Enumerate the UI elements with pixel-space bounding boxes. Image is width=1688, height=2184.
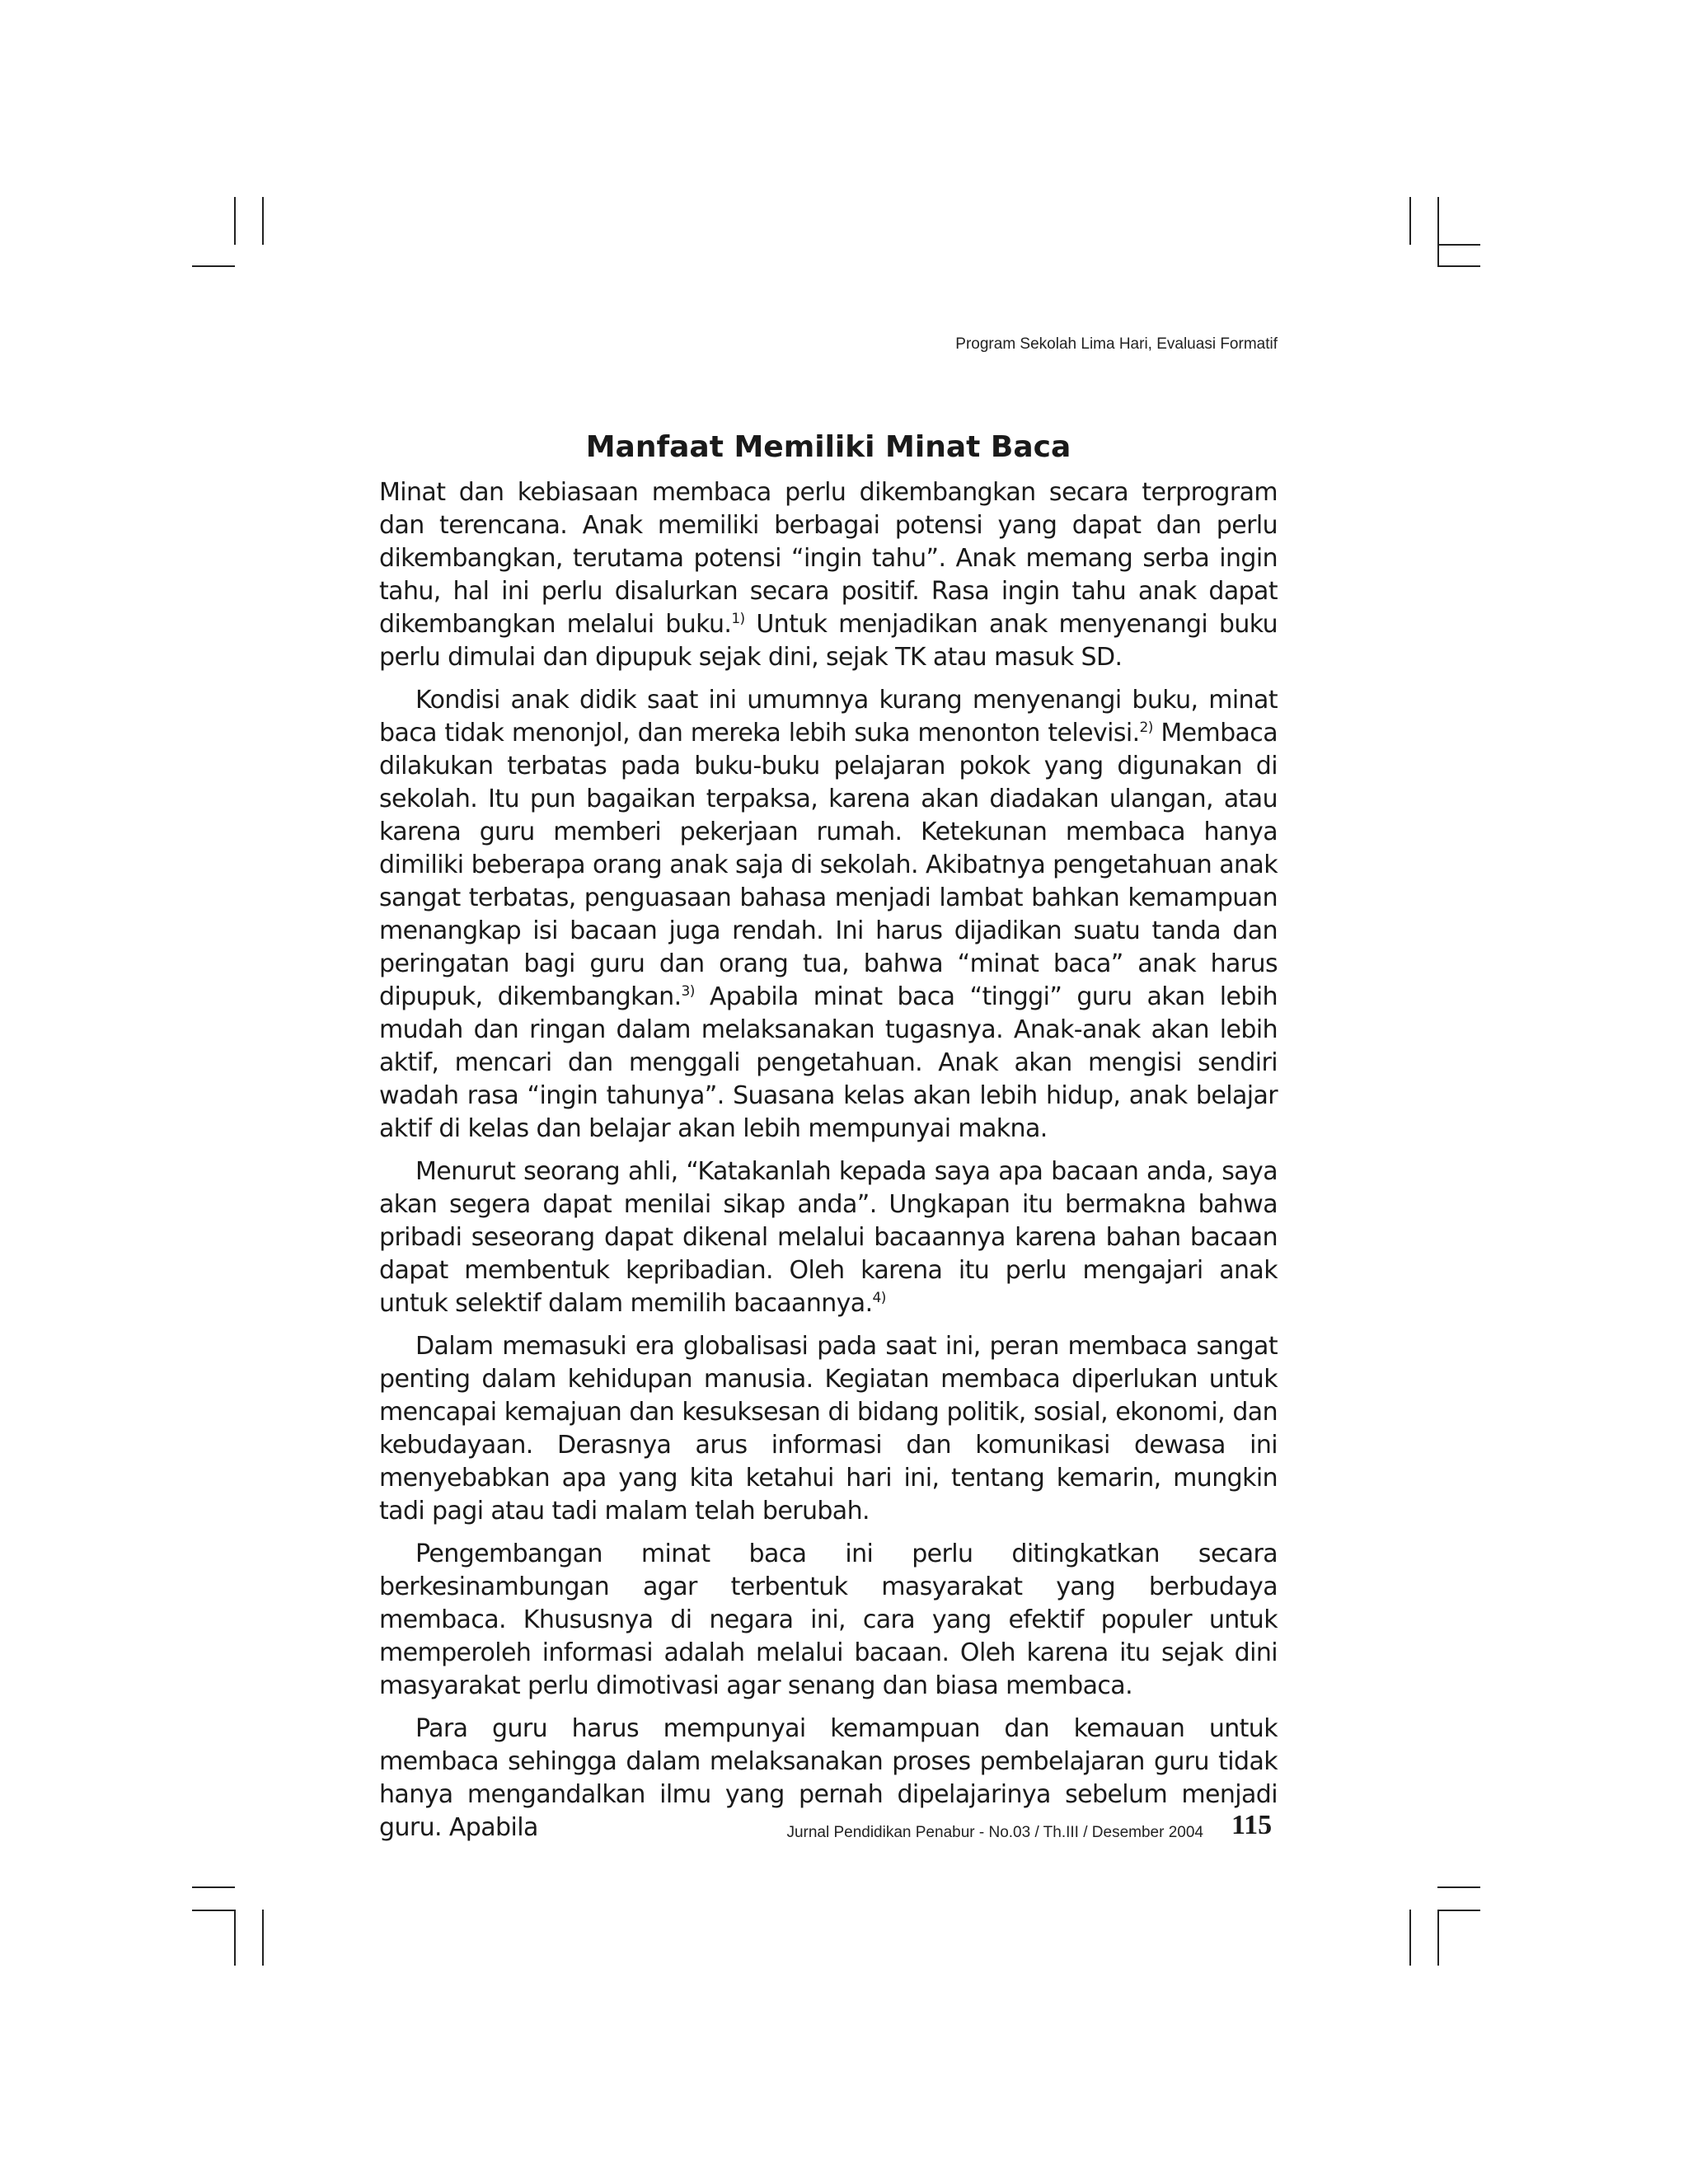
paragraph-6: Para guru harus mempunyai kemampuan dan kemauan untuk membaca sehingga dalam melaksanakan proses pembelajaran guru tidak hanya mengandalkan ilmu yang pernah dipelajarinya sebelum menjadi guru. Apabila [379,1714,1278,1842]
paragraph-1 [379,476,1278,674]
crop-mark-bottom-left-h2 [192,1910,235,1911]
paragraph-3 [379,1155,1278,1320]
footnote-ref-4: 4) [872,1290,886,1306]
paragraph-3-text: Menurut seorang ahli, “Katakanlah kepada saya apa bacaan anda, saya akan segera dapat menilai sikap anda”. Ungkapan itu bermakna bahwa pribadi seseorang dapat dikenal melalui bacaannya karena bahan bacaan dapat membentuk kepribadian. Oleh karena itu perlu mengajari anak untuk selektif dalam memilih bacaannya. [379,1157,1278,1318]
page-number: 115 [1231,1810,1273,1840]
paragraph-1-text: Minat dan kebiasaan membaca perlu dikembangkan secara terprogram dan terencana. Anak memiliki berbagai potensi yang dapat dan perlu dikembangkan, terutama potensi “ingin tahu”. Anak memang serba ingin tahu, hal ini perlu disalurkan secara positif. Rasa ingin tahu anak dapat dikembangkan melalui buku. [379,478,1278,639]
crop-mark-bottom-left-v2 [262,1910,264,1966]
crop-mark-top-right-v2 [1437,197,1439,266]
footnote-ref-1: 1) [731,611,745,627]
footnote-ref-3: 3) [681,983,695,1000]
paragraph-2-tail2: Apabila minat baca “tinggi” guru akan lebih mudah dan ringan dalam melaksanakan tugasnya. Anak-anak akan lebih aktif, mencari dan menggali pengetahuan. Anak akan mengisi sendiri wadah rasa “ingin tahunya”. Suasana kelas akan lebih hidup, anak belajar aktif di kelas dan belajar akan lebih mempunyai makna. [379,982,1278,1143]
crop-mark-bottom-right-v1 [1409,1910,1411,1966]
footer-journal: Jurnal Pendidikan Penabur - No.03 / Th.III / Desember 2004 [786,1824,1203,1841]
paragraph-2 [379,684,1278,1146]
crop-mark-top-right-h1 [1437,244,1480,246]
crop-mark-top-left-v1 [234,197,236,245]
crop-mark-bottom-right-v2 [1437,1910,1439,1966]
section-title: Manfaat Memiliki Minat Baca [585,430,1071,464]
paragraph-4: Dalam memasuki era globalisasi pada saat ini, peran membaca sangat penting dalam kehidupan manusia. Kegiatan membaca diperlukan untuk mencapai kemajuan dan kesuksesan di bidang politik, sosial, ekonomi, dan kebudayaan. Derasnya arus informasi dan komunikasi dewasa ini menyebabkan apa yang kita ketahui hari ini, tentang kemarin, mungkin tadi pagi atau tadi malam telah berubah. [379,1332,1278,1526]
crop-mark-bottom-left-h [192,1886,235,1888]
body-text [379,476,1278,1854]
paragraph-2-tail: Membaca dilakukan terbatas pada buku-buku pelajaran pokok yang digunakan di sekolah. Itu pun bagaikan terpaksa, karena akan diadakan ulangan, atau karena guru memberi pekerjaan rumah. Ketekunan membaca hanya dimiliki beberapa orang anak saja di sekolah. Akibatnya pengetahuan anak sangat terbatas, penguasaan bahasa menjadi lambat bahkan kemampuan menangkap isi bacaan juga rendah. Ini harus dijadikan suatu tanda dan peringatan bagi guru dan orang tua, bahwa “minat baca” anak harus dipupuk, dikembangkan. [379,719,1278,1011]
footnote-ref-2: 2) [1139,719,1153,736]
crop-mark-top-right-v1 [1409,197,1411,245]
running-head: Program Sekolah Lima Hari, Evaluasi Formatif [955,335,1278,353]
paragraph-5: Pengembangan minat baca ini perlu ditingkatkan secara berkesinambungan agar terbentuk masyarakat yang berbudaya membaca. Khususnya di negara ini, cara yang efektif populer untuk memperoleh informasi adalah melalui bacaan. Oleh karena itu sejak dini masyarakat perlu dimotivasi agar senang dan biasa membaca. [379,1540,1278,1700]
crop-mark-top-left-v2 [262,197,264,245]
crop-mark-top-right-h2 [1437,265,1480,267]
paragraph-1-tail: Untuk menjadikan anak menyenangi buku perlu dimulai dan dipupuk sejak dini, sejak TK atau masuk SD. [379,610,1278,672]
crop-mark-bottom-left-v1 [234,1910,236,1966]
crop-mark-top-left-h [192,265,235,267]
paragraph-2-text: Kondisi anak didik saat ini umumnya kurang menyenangi buku, minat baca tidak menonjol, dan mereka lebih suka menonton televisi. [379,686,1278,748]
crop-mark-bottom-right-h [1437,1886,1480,1888]
crop-mark-bottom-right-h2 [1437,1910,1480,1911]
